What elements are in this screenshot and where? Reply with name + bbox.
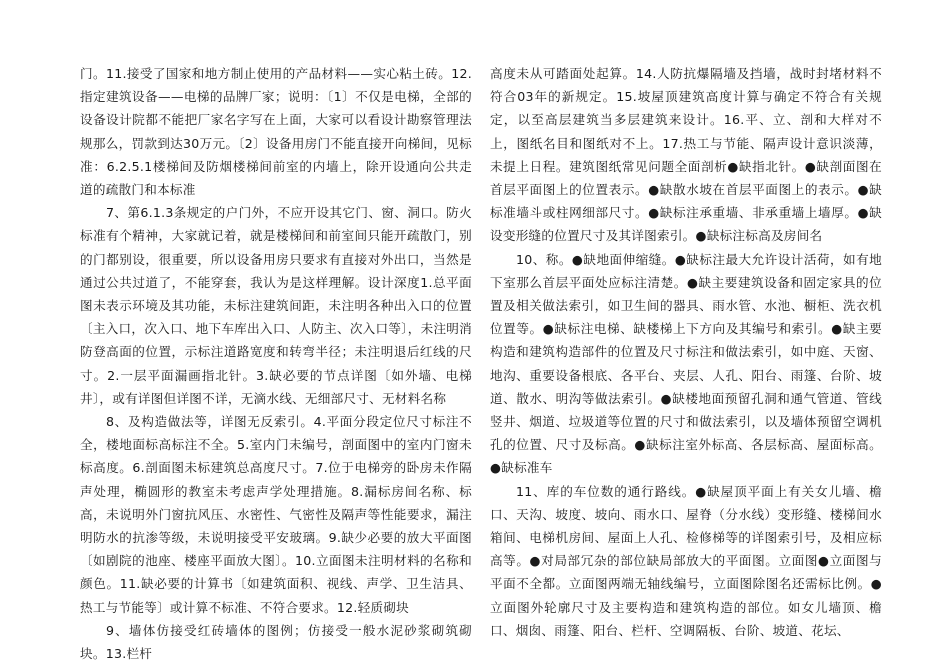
paragraph: 11、库的车位数的通行路线。●缺屋顶平面上有关女儿墙、檐口、天沟、坡度、坡向、雨水口、屋脊（分水线）变形缝、楼梯间水箱间、电梯机房间、屋面上人孔、检修梯等的详图索引号，及相应标高等。●对局部冗杂的部位缺局部放大的平面图。立面图●立面图与平面不全都。立面图两端无轴线编号，立面图除图名还需标比例。●立面图外轮廓尺寸及主要构造和建筑构造的部位。如女儿墙顶、檐口、烟囱、雨篷、阳台、栏杆、空调隔板、台阶、坡道、花坛、 bbox=[490, 483, 882, 638]
paragraph: 8、及构造做法等，详图无反索引。4.平面分段定位尺寸标注不全，楼地面标高标注不全。5.室内门未编号，剖面图中的室内门窗未标高度。6.剖面图未标建筑总高度尺寸。7.位于电梯旁的卧房未作隔声处理，椭圆形的教室未考虑声学处理措施。8.漏标房间名称、标高，未说明外门窗抗风压、水密性、气密性及隔声等性能要求，漏注明防水的抗渗等级，未说明接受平安玻璃。9.缺少必要的放大平面图〔如剧院的池座、楼座平面放大图〕。10.立面图未注明材料的名称和颜色。11.缺必要的计算书〔如建筑面积、视线、声学、卫生洁具、热工与节能等〕或计算不标准、不符合要求。12.轻质砌块 bbox=[80, 414, 472, 615]
paragraph: 高度未从可踏面处起算。14.人防抗爆隔墙及挡墙，战时封堵材料不符合03年的新规定。15.坡屋顶建筑高度计算与确定不符合有关规定，以至高层建筑当多层建筑来设计。16.平、立、剖和大样对不上，图纸名目和图纸对不上。17.热工与节能、隔声设计意识淡薄，未提上日程。建筑图纸常见问题全面剖析●缺指北针。●缺剖面图在首层平面图上的位置表示。●缺散水坡在首层平面图上的表示。●缺标准墙斗或柱网细部尺寸。●缺标注承重墙、非承重墙上墙厚。●缺设变形缝的位置尺寸及其详图索引。●缺标注标高及房间名 bbox=[490, 66, 882, 244]
paragraph: 7、第6.1.3条规定的户门外，不应开设其它门、窗、洞口。防火标准有个精神，大家就记着，就是楼梯间和前室间只能开疏散门，别的门都别设，很重要，所以设备用房只要求有直接对外出口，当然是通过公共过道了，不能穿套，我认为是这样理解。设计深度1.总平面图未表示环境及其功能，未标注建筑间距，未注明各种出入口的位置〔主入口，次入口、地下车库出入口、人防主、次入口等〕，未注明消防登高面的位置，示标注道路宽度和转弯半径；未注明退后红线的尺寸。2.一层平面漏画指北针。3.缺必要的节点详图〔如外墙、电梯井〕，或有详图但详图不详，无滴水线、无细部尺寸、无材料名称 bbox=[80, 205, 472, 406]
left-text-column bbox=[80, 62, 472, 665]
paragraph: 10、称。●缺地面伸缩缝。●缺标注最大允许设计活荷，如有地下室那么首层平面处应标注清楚。●缺主要建筑设备和固定家具的位置及相关做法索引，如卫生间的器具、雨水管、水池、橱柜、洗衣机位置等。●缺标注电梯、缺楼梯上下方向及其编号和索引。●缺主要构造和建筑构造部件的位置及尺寸标注和做法索引，如中庭、天窗、地沟、重要设备根底、各平台、夹层、人孔、阳台、雨篷、台阶、坡道、散水、明沟等做法索引。●缺楼地面预留孔洞和通气管道、管线竖井、烟道、垃圾道等位置的尺寸和做法索引，以及墙体预留空调机孔的位置、尺寸及标高。●缺标注室外标高、各层标高、屋面标高。●缺标准车 bbox=[490, 251, 882, 476]
paragraph: 门。11.接受了国家和地方制止使用的产品材料——实心粘土砖。12.指定建筑设备——电梯的品牌厂家；说明：〔1〕不仅是电梯，全部的设备设计院都不能把厂家名字写在上面，大家可以看设计勘察管理法规那么，罚款到达30万元。〔2〕设备用房门不能直接开向梯间，见标准：6.2.5.1楼梯间及防烟楼梯间前室的内墙上，除开设通向公共走道的疏散门和本标准 bbox=[80, 66, 472, 198]
right-text-column bbox=[490, 62, 882, 642]
paragraph: 9、墙体仿接受红砖墙体的图例；仿接受一般水泥砂浆砌筑砌块。13.栏杆 bbox=[80, 622, 472, 662]
